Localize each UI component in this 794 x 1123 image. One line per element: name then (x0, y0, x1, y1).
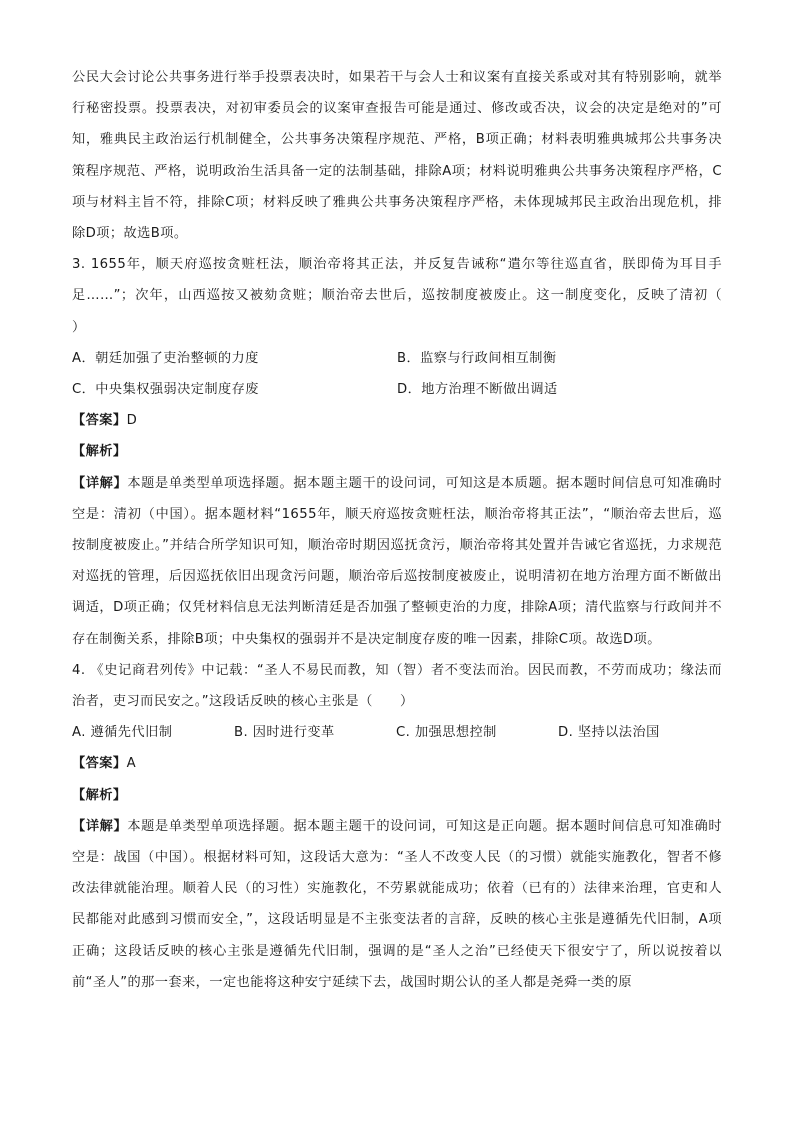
question-4-options-row (72, 717, 722, 748)
detail-tag: 【详解】 (72, 818, 128, 834)
question-4-stem: 4. 《史记商君列传》中记载：“圣人不易民而教，知（智）者不变法而治。因民而教，不劳而成功；缘法而治者，吏习而民安之。”这段话反映的核心主张是（ ） (72, 662, 722, 710)
question-3-answer: D (126, 413, 138, 429)
question-4-analysis-tag (72, 780, 722, 811)
question-4-detail-text: 本题是单类型单项选择题。据本题主题干的设问词，可知这是正向题。据本题时间信息可知准确时空是：战国（中国）。根据材料可知，这段话大意为：“圣人不改变人民（的习惯）就能实施教化，智者不修改法律就能治理。顺着人民（的习性）实施教化，不劳累就能成功；依着（已有的）法律来治理，官吏和人民都能对此感到习惯而安全，”，这段话明显是不主张变法者的言辞，反映的核心主张是遵循先代旧制，A项正确；这段话反映的核心主张是遵循先代旧制，强调的是“圣人之治”已经使天下很安宁了，所以说按着以前“圣人”的那一套来，一定也能将这种安宁延续下去，战国时期公认的圣人都是尧舜一类的原 (72, 818, 722, 990)
analysis-tag: 【解析】 (72, 444, 127, 460)
document-page (72, 62, 750, 998)
question-3-options-row-1 (72, 343, 722, 374)
question-4-detail (72, 811, 722, 998)
question-4-answer-line (72, 748, 722, 779)
question-3-option-c[interactable]: C．中央集权强弱决定制度存废 (72, 382, 259, 398)
question-4-option-a[interactable]: A. 遵循先代旧制 (72, 725, 173, 741)
answer-tag: 【答案】 (72, 756, 127, 772)
analysis-tag: 【解析】 (72, 787, 127, 803)
answer-tag: 【答案】 (72, 413, 127, 429)
question-4-option-d[interactable]: D. 坚持以法治国 (558, 725, 660, 741)
question-3-option-d[interactable]: D．地方治理不断做出调适 (397, 382, 558, 398)
question-4-option-c[interactable]: C. 加强思想控制 (396, 725, 497, 741)
detail-tag: 【详解】 (72, 475, 128, 491)
question-3-option-a[interactable]: A．朝廷加强了吏治整顿的力度 (72, 350, 259, 366)
question-3-answer-line (72, 405, 722, 436)
question-2-explanation-continued: 公民大会讨论公共事务进行举手投票表决时，如果若干与会人士和议案有直接关系或对其有特别影响，就举行秘密投票。投票表决，对初审委员会的议案审查报告可能是通过、修改或否决，议会的决定是绝对的”可知，雅典民主政治运行机制健全，公共事务决策程序规范、严格，B项正确；材料表明雅典城邦公共事务决策程序规范、严格，说明政治生活具备一定的法制基础，排除A项；材料说明雅典公共事务决策程序严格，C项与材料主旨不符，排除C项；材料反映了雅典公共事务决策程序严格，未体现城邦民主政治出现危机，排除D项；故选B项。 (72, 70, 722, 242)
question-3-analysis-tag (72, 436, 722, 467)
question-3-options-row-2 (72, 374, 722, 405)
question-4-option-b[interactable]: B. 因时进行变革 (234, 725, 335, 741)
question-3-option-b[interactable]: B．监察与行政间相互制衡 (397, 350, 557, 366)
question-3-stem: 3. 1655年，顺天府巡按贪赃枉法，顺治帝将其正法，并反复告诫称“遣尔等往巡直省，朕即倚为耳目手足……”；次年，山西巡按又被劾贪赃；顺治帝去世后，巡按制度被废止。这一制度变化，反映了清初（ ） (72, 257, 750, 335)
question-3-detail (72, 468, 722, 655)
question-4-answer: A (126, 756, 137, 772)
question-3-detail-text: 本题是单类型单项选择题。据本题主题干的设问词，可知这是本质题。据本题时间信息可知准确时空是：清初（中国）。据本题材料“1655年，顺天府巡按贪赃枉法，顺治帝将其正法”，“顺治帝去世后，巡按制度被废止。”并结合所学知识可知，顺治帝时期因巡抚贪污，顺治帝将其处置并告诫它省巡抚，力求规范对巡抚的管理，后因巡抚依旧出现贪污问题，顺治帝后巡按制度被废止，说明清初在地方治理方面不断做出调适，D项正确；仅凭材料信息无法判断清廷是否加强了整顿吏治的力度，排除A项；清代监察与行政间并不存在制衡关系，排除B项；中央集权的强弱并不是决定制度存废的唯一因素，排除C项。故选D项。 (72, 475, 722, 647)
